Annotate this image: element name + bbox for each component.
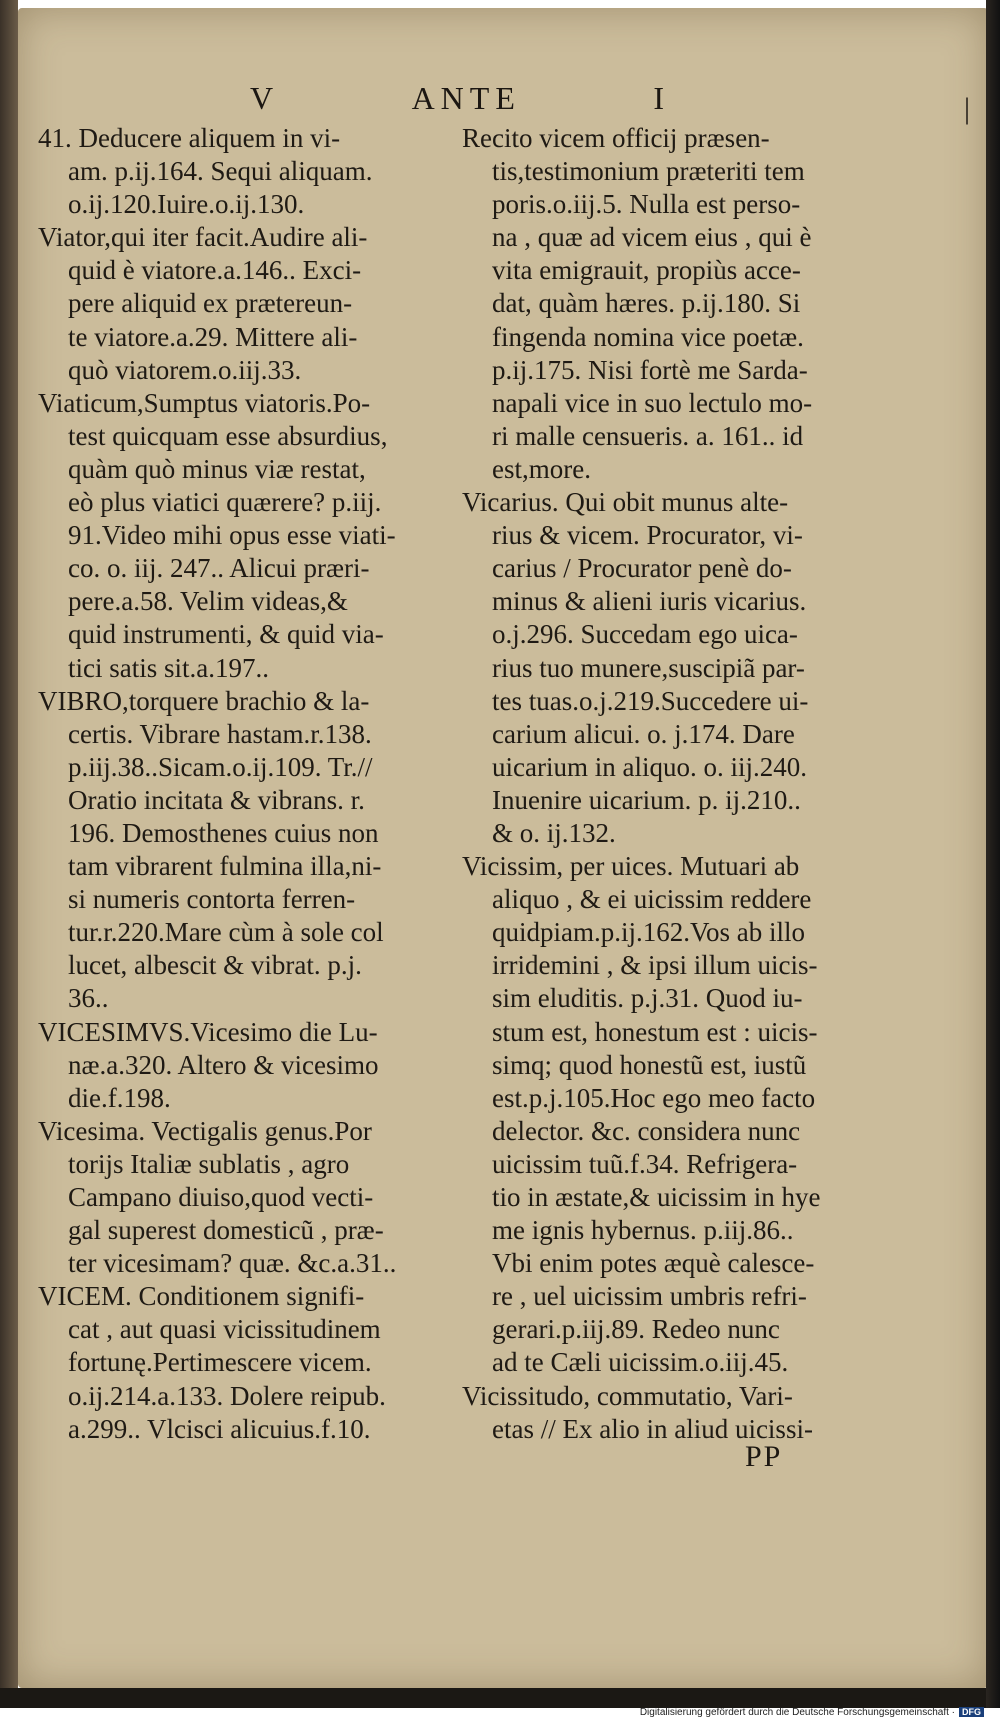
entry-line: Inuenire uicarium. p. ij.210.. (492, 784, 801, 815)
entry-line: pere aliquid ex prætereun- (68, 288, 353, 319)
entry-line: na , quæ ad vicem eius , qui è (492, 222, 812, 253)
entry-line: ri malle censueris. a. 161.. id (492, 420, 804, 451)
left-column (38, 122, 463, 1446)
entry-line: est,more. (492, 453, 591, 484)
entry-line: eò plus viatici quærere? p.iij. (68, 487, 382, 518)
entry-line: tur.r.220.Mare cùm à sole col (68, 917, 384, 948)
entry-line: co. o. iij. 247.. Alicui præri- (68, 553, 370, 584)
entry-line: 91.Video mihi opus esse viati- (68, 520, 396, 551)
entry-line: VICEM. Conditionem signifi- (38, 1281, 365, 1312)
entry-line: Vicesima. Vectigalis genus.Por (38, 1115, 372, 1146)
entry-line: 196. Demosthenes cuius non (68, 817, 379, 848)
entry-line: napali vice in suo lectulo mo- (492, 387, 813, 418)
entry-line: uicarium in aliquo. o. iij.240. (492, 751, 807, 782)
dictionary-entry (462, 486, 867, 850)
entry-line: pere.a.58. Velim videas,& (68, 586, 348, 617)
entry-line: quidpiam.p.ij.162.Vos ab illo (492, 917, 806, 948)
entry-line: rius & vicem. Procurator, vi- (492, 520, 803, 551)
dictionary-entry (38, 1016, 463, 1115)
entry-line: & o. ij.132. (492, 817, 616, 848)
entry-line: me ignis hybernus. p.iij.86.. (492, 1215, 794, 1246)
entry-line: fortunę.Pertimescere vicem. (68, 1347, 372, 1378)
dictionary-entry (462, 122, 867, 486)
right-page-edge (986, 0, 1000, 1720)
entry-line: rius tuo munere,suscipiã par- (492, 652, 805, 683)
entry-line: Vbi enim potes æquè calesce- (492, 1248, 815, 1279)
entry-line: lucet, albescit & vibrat. p.j. (68, 950, 362, 981)
entry-line: quàm quò minus viæ restat, (68, 453, 366, 484)
entry-line: o.j.296. Succedam ego uica- (492, 619, 798, 650)
entry-line: torijs Italiæ sublatis , agro (68, 1148, 350, 1179)
entry-line: fingenda nomina vice poetæ. (492, 321, 804, 352)
dictionary-entry (462, 850, 867, 1380)
entry-line: tis,testimonium præteriti tem (492, 156, 805, 187)
entry-line: Campano diuiso,quod vecti- (68, 1182, 374, 1212)
entry-line: o.ij.214.a.133. Dolere reipub. (68, 1380, 386, 1411)
page-marker: | (963, 92, 970, 125)
entry-line: etas // Ex alio in aliud uicissi- (492, 1413, 813, 1444)
entry-line: uicissim tuũ.f.34. Refrigera- (492, 1148, 798, 1179)
entry-line: gerari.p.iij.89. Redeo nunc (492, 1314, 780, 1345)
entry-line: carium alicui. o. j.174. Dare (492, 718, 795, 749)
entry-line: Oratio incitata & vibrans. r. (68, 784, 365, 815)
entry-line: Viator,qui iter facit.Audire ali- (38, 222, 368, 253)
entry-line: minus & alieni iuris vicarius. (492, 586, 807, 617)
entry-line: cat , aut quasi vicissitudinem (68, 1314, 381, 1345)
running-head-ante: ANTE (411, 80, 521, 116)
footer-text: Digitalisierung gefördert durch die Deutsche Forschungsgemeinschaft · (639, 1707, 955, 1718)
entry-line: est.p.j.105.Hoc ego meo facto (492, 1082, 816, 1113)
dictionary-entry (38, 1115, 463, 1280)
book-spine-shadow (0, 0, 18, 1690)
entry-line: dat, quàm hæres. p.ij.180. Si (492, 288, 801, 319)
entry-line: o.ij.120.Iuire.o.ij.130. (68, 189, 305, 220)
entry-line: die.f.198. (68, 1082, 171, 1113)
entry-line: sim eluditis. p.j.31. Quod iu- (492, 983, 803, 1014)
entry-line: næ.a.320. Altero & vicesimo (68, 1049, 379, 1080)
dictionary-entry (38, 387, 463, 685)
entry-line: tici satis sit.a.197.. (68, 652, 269, 683)
signature-mark: PP (745, 1440, 783, 1473)
running-head-i: I (653, 80, 670, 116)
entry-line: tio in æstate,& uicissim in hye (492, 1182, 821, 1212)
entry-line: carius / Procurator penè do- (492, 553, 792, 584)
entry-line: ad te Cæli uicissim.o.iij.45. (492, 1347, 789, 1378)
entry-line: p.ij.175. Nisi fortè me Sarda- (492, 354, 808, 385)
entry-line: quid instrumenti, & quid via- (68, 619, 384, 650)
entry-line: VIBRO,torquere brachio & la- (38, 685, 370, 716)
page-bottom-shadow (0, 1688, 1000, 1708)
running-head (250, 80, 670, 117)
entry-line: Recito vicem officij præsen- (462, 123, 770, 153)
digitization-footer (0, 1708, 1000, 1720)
dictionary-entry (38, 221, 463, 386)
dictionary-entry (38, 1280, 463, 1445)
entry-line: tes tuas.o.j.219.Succedere ui- (492, 685, 809, 716)
entry-line: test quicquam esse absurdius, (68, 420, 388, 451)
entry-line: te viatore.a.29. Mittere ali- (68, 321, 358, 352)
entry-line: re , uel uicissim umbris refri- (492, 1281, 807, 1312)
entry-line: quid è viatore.a.146.. Exci- (68, 255, 362, 286)
entry-line: certis. Vibrare hastam.r.138. (68, 718, 372, 749)
entry-line: ter vicesimam? quæ. &c.a.31.. (68, 1248, 397, 1279)
entry-line: simq; quod honestũ est, iustũ (492, 1049, 807, 1080)
entry-line: gal superest domesticũ , præ- (68, 1215, 384, 1246)
entry-line: delector. &c. considera nunc (492, 1115, 801, 1146)
running-head-v: V (250, 80, 280, 116)
entry-line: 36.. (68, 983, 109, 1014)
entry-line: quò viatorem.o.iij.33. (68, 354, 302, 385)
entry-line: Viaticum,Sumptus viatoris.Po- (38, 387, 371, 418)
entry-line: Vicissim, per uices. Mutuari ab (462, 851, 800, 882)
dictionary-entry (38, 685, 463, 1016)
entry-line: a.299.. Vlcisci alicuius.f.10. (68, 1413, 371, 1444)
entry-line: tam vibrarent fulmina illa,ni- (68, 851, 382, 882)
entry-line: Vicarius. Qui obit munus alte- (462, 487, 789, 518)
entry-line: am. p.ij.164. Sequi aliquam. (68, 156, 373, 187)
entry-line: vita emigrauit, propiùs acce- (492, 255, 801, 286)
dfg-logo: DFG (959, 1707, 984, 1717)
entry-line: Vicissitudo, commutatio, Vari- (462, 1380, 793, 1411)
entry-line: irridemini , & ipsi illum uicis- (492, 950, 818, 981)
entry-line: aliquo , & ei uicissim reddere (492, 884, 812, 915)
entry-line: p.iij.38..Sicam.o.ij.109. Tr.// (68, 751, 373, 782)
entry-line: si numeris contorta ferren- (68, 884, 356, 915)
entry-line: VICESIMVS.Vicesimo die Lu- (38, 1016, 378, 1047)
dictionary-entry (462, 1380, 867, 1446)
entry-line: stum est, honestum est : uicis- (492, 1016, 818, 1047)
dictionary-entry (38, 122, 463, 221)
right-column (462, 122, 867, 1446)
entry-line: poris.o.iij.5. Nulla est perso- (492, 189, 801, 220)
entry-line: 41. Deducere aliquem in vi- (38, 123, 341, 153)
